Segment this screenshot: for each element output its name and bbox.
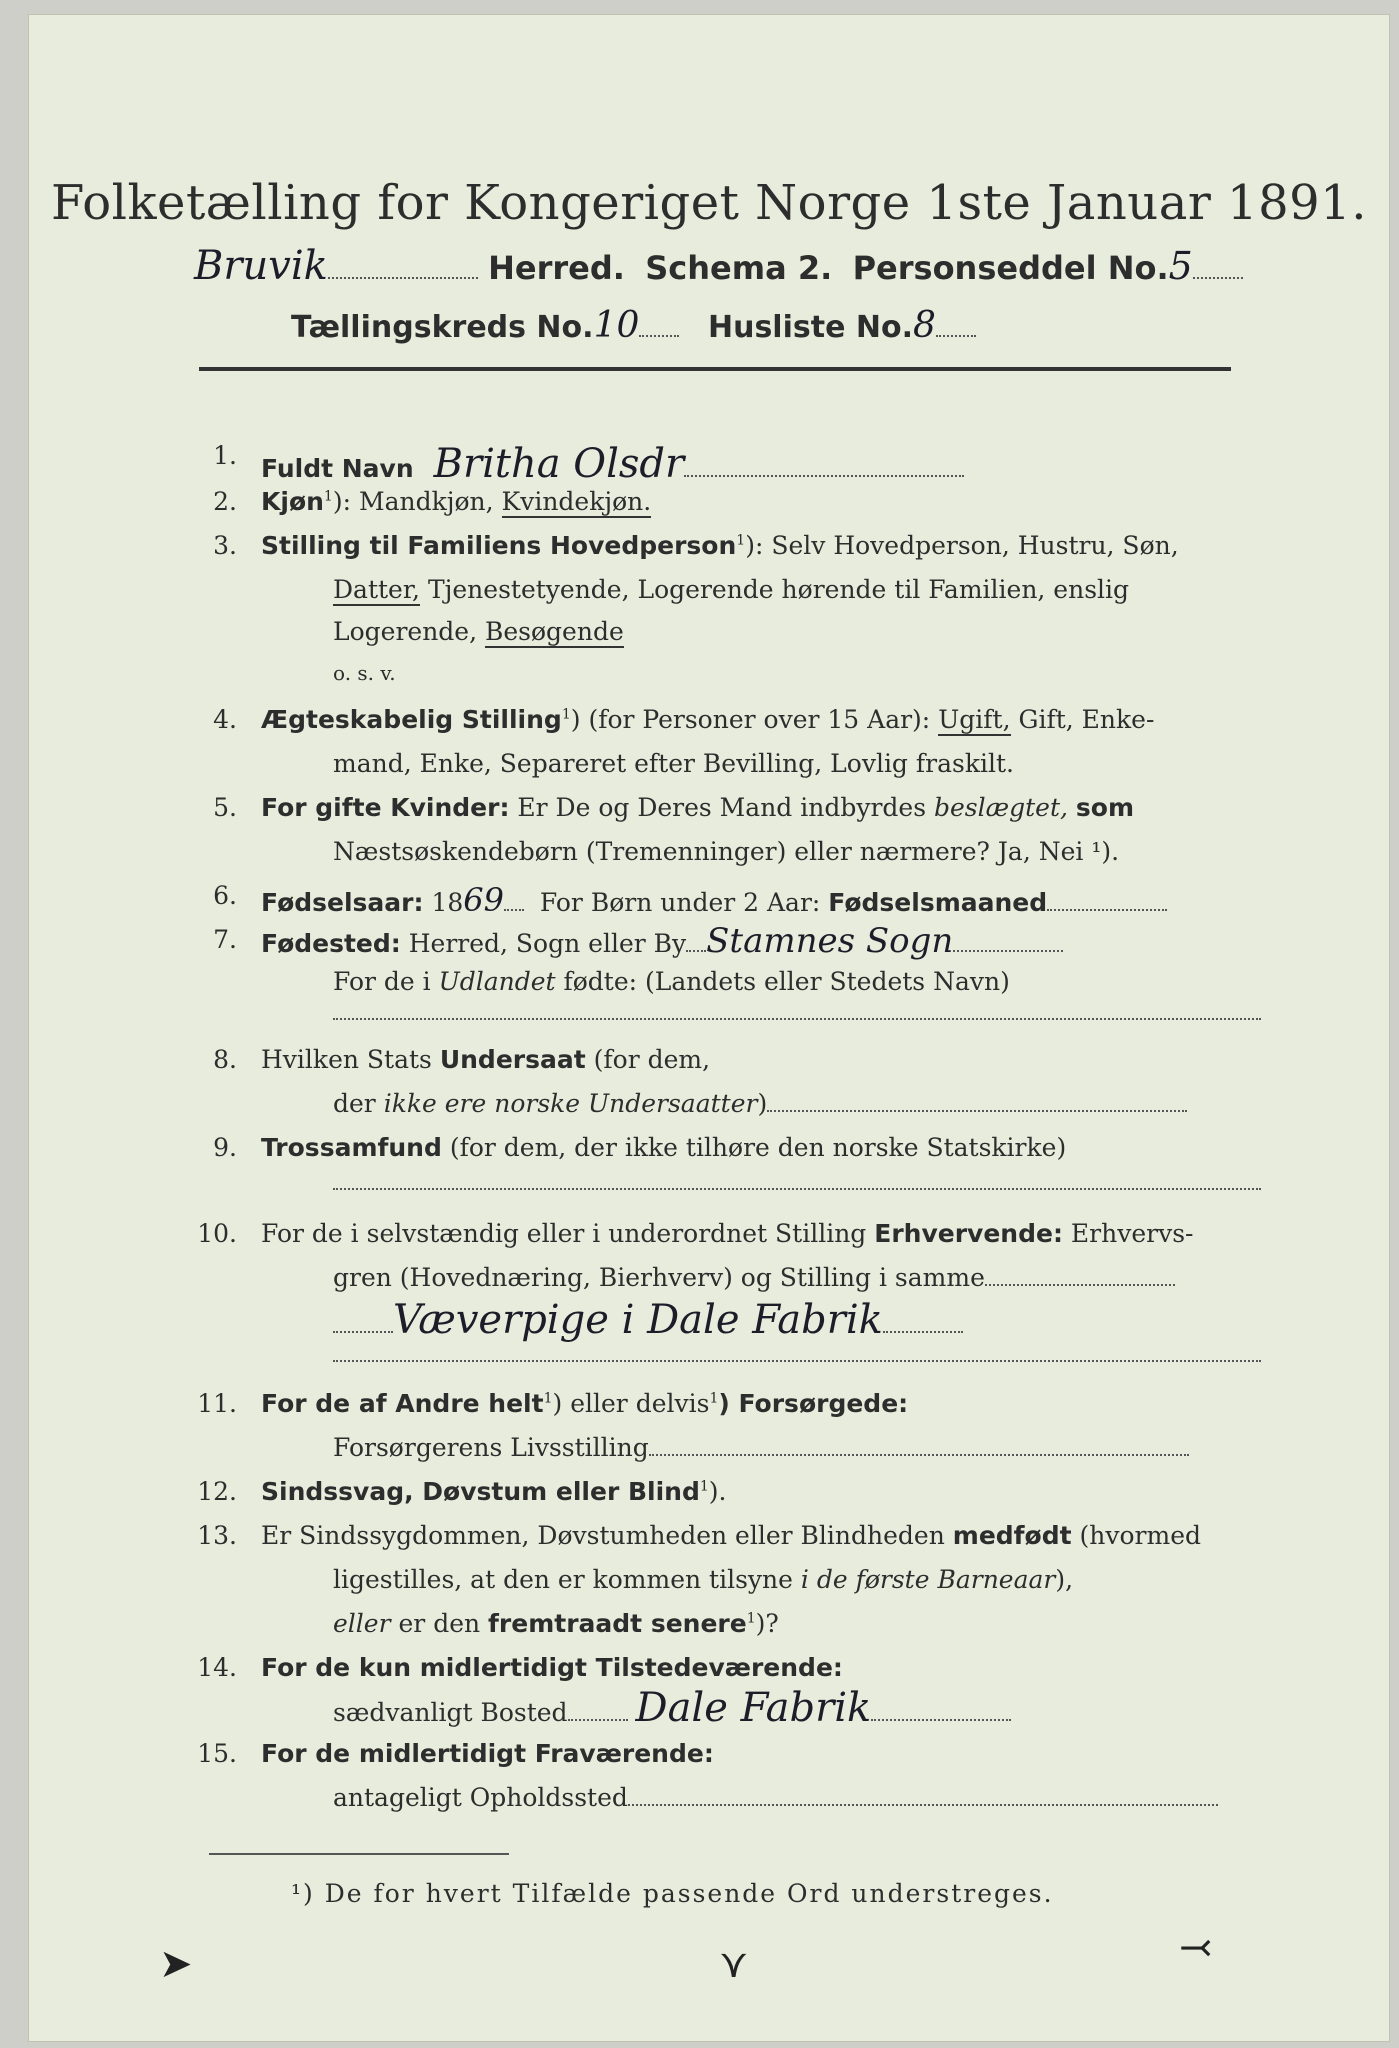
personseddel-label: Personseddel No.	[852, 249, 1169, 287]
husliste-label: Husliste No.	[707, 310, 913, 345]
later-label: fremtraadt senere	[488, 1609, 747, 1638]
item-13-line-2	[333, 1565, 1073, 1594]
item-14-line-2	[333, 1685, 1011, 1731]
citizen-text-c: der	[333, 1089, 376, 1118]
related-word: beslægtet,	[934, 793, 1068, 822]
disability-end: ).	[708, 1477, 727, 1506]
probable-location-label: antageligt Opholdssted	[333, 1783, 628, 1812]
item-number: 12.	[197, 1477, 237, 1506]
item-5-line-1	[261, 793, 1134, 822]
birth-year-value: 69	[463, 881, 504, 919]
temporary-present-label: For de kun midlertidigt Tilstedeværende:	[261, 1653, 843, 1682]
footnote-ref: 1	[323, 488, 333, 505]
corner-mark-center: ⋎	[719, 1941, 749, 1987]
occupation-text-b: Erhvervs-	[1070, 1219, 1194, 1248]
usual-residence-label: sædvanligt Bosted	[333, 1698, 568, 1727]
abroad-word: Udlandet	[438, 967, 556, 996]
family-position-selected: Datter,	[333, 575, 420, 604]
occupation-text-a: For de i selvstændig eller i underordnet Stilling	[261, 1219, 867, 1248]
item-10-line-2	[333, 1263, 1175, 1292]
congenital-italic-2: eller	[333, 1609, 391, 1638]
marital-selected: Ugift,	[938, 705, 1011, 734]
congenital-text-d: ),	[1055, 1565, 1074, 1594]
married-women-text: Er De og Deres Mand indbyrdes	[517, 793, 927, 822]
married-women-end: som	[1075, 793, 1135, 822]
birthplace-label: Fødested:	[261, 929, 401, 958]
item-2	[261, 487, 651, 516]
congenital-text-f: )?	[755, 1609, 779, 1638]
birth-month-label: Fødselsmaaned	[828, 888, 1048, 917]
footnote: ¹) De for hvert Tilfælde passende Ord understreges.	[291, 1879, 1054, 1908]
item-number: 3.	[213, 531, 237, 560]
item-15-line-1	[261, 1739, 714, 1768]
support-label: ) Forsørgede:	[718, 1389, 909, 1418]
supporter-occupation-label: Forsørgerens Livsstilling	[333, 1433, 649, 1462]
kreds-value: 10	[593, 305, 640, 346]
family-position-label: Stilling til Familiens Hovedperson	[261, 531, 737, 560]
married-women-label: For gifte Kvinder:	[261, 793, 510, 822]
religion-label: Trossamfund	[261, 1133, 442, 1162]
congenital-text-c: ligestilles, at den er kommen tilsyne	[333, 1565, 793, 1594]
item-1	[261, 441, 964, 487]
item-number: 1.	[213, 441, 237, 470]
item-14-line-1	[261, 1653, 843, 1682]
item-number: 13.	[197, 1521, 237, 1550]
religion-text: (for dem, der ikke tilhøre den norske Statskirke)	[449, 1133, 1067, 1162]
item-number: 4.	[213, 705, 237, 734]
herred-value: Bruvik	[194, 243, 328, 289]
disability-label: Sindssvag, Døvstum eller Blind	[261, 1477, 700, 1506]
item-5-line-2: Næstsøskendebørn (Tremenninger) eller nærmere? Ja, Nei ¹).	[333, 837, 1120, 866]
item-3-osv: o. s. v.	[333, 661, 396, 685]
support-text-a: For de af Andre helt	[261, 1389, 544, 1418]
occupation-value: Væverpige i Dale Fabrik	[393, 1297, 883, 1343]
occupation-label: Erhvervende:	[874, 1219, 1063, 1248]
congenital-italic: i de første Barneaar	[800, 1565, 1056, 1594]
schema-label: Schema 2.	[645, 249, 833, 287]
sex-label: Kjøn	[261, 487, 324, 516]
form-title: Folketælling for Kongeriget Norge 1ste Januar 1891.	[51, 175, 1367, 231]
kreds-line	[291, 305, 976, 346]
item-8-line-2: der ikke ere norske Undersaatter)	[333, 1089, 1187, 1118]
occupation-line	[333, 1359, 1261, 1362]
corner-mark-right: ⤙	[1179, 1925, 1213, 1971]
herred-label: Herred.	[488, 249, 625, 287]
abroad-text-b: fødte: (Landets eller Stedets Navn)	[563, 967, 1010, 996]
item-10-line-3	[333, 1297, 963, 1343]
item-4-line-1: Ægteskabelig Stilling$^1$) (for Personer over 15 Aar): Ugift, Gift, Enke-	[261, 705, 1155, 734]
item-9	[261, 1133, 1066, 1162]
item-number: 9.	[213, 1133, 237, 1162]
congenital-label: medfødt	[952, 1521, 1072, 1550]
item-7-line-1	[261, 921, 1063, 961]
abroad-line	[333, 1017, 1261, 1020]
item-11-line-1: For de af Andre helt$^1$) eller delvis$^1$) Forsørgede:	[261, 1389, 909, 1418]
family-position-options: ): Selv Hovedperson, Hustru, Søn,	[745, 531, 1179, 560]
footnote-rule	[209, 1853, 509, 1855]
personseddel-value: 5	[1168, 244, 1193, 288]
citizen-text-b: (for dem,	[593, 1045, 711, 1074]
congenital-text-e: er den	[398, 1609, 481, 1638]
item-number: 8.	[213, 1045, 237, 1074]
corner-mark-left: ➤	[159, 1941, 193, 1987]
family-position-options-2: Tjenestetyende, Logerende hørende til Familien, enslig	[427, 575, 1130, 604]
family-position-options-3: Logerende,	[333, 617, 478, 646]
item-3-line-2	[333, 575, 1129, 604]
birthplace-text: Herred, Sogn eller By	[408, 929, 687, 958]
item-number: 15.	[197, 1739, 237, 1768]
citizen-italic: ikke ere norske Undersaatter	[383, 1089, 758, 1118]
item-15-line-2	[333, 1783, 1218, 1812]
item-3-line-3	[333, 617, 624, 646]
sex-selected: Kvindekjøn.	[501, 487, 652, 516]
herred-line	[194, 243, 1243, 289]
birth-month-text: For Børn under 2 Aar:	[539, 888, 821, 917]
occupation-text-c: gren (Hovednæring, Bierhverv) og Stilling i samme	[333, 1263, 985, 1292]
item-3-line-1: Stilling til Familiens Hovedperson$^1$): Selv Hovedperson, Hustru, Søn,	[261, 531, 1179, 560]
item-number: 6.	[213, 881, 237, 910]
item-13-line-3: eller er den fremtraadt senere$^1$)?	[333, 1609, 779, 1638]
item-number: 14.	[197, 1653, 237, 1682]
full-name-label: Fuldt Navn	[261, 454, 414, 483]
item-number: 7.	[213, 925, 237, 954]
item-7-line-2	[333, 967, 1010, 996]
citizen-text-a: Hvilken Stats	[261, 1045, 432, 1074]
congenital-text-b: (hvormed	[1079, 1521, 1202, 1550]
citizen-label: Undersaat	[439, 1045, 586, 1074]
usual-residence-value: Dale Fabrik	[635, 1685, 872, 1731]
religion-line	[333, 1187, 1261, 1190]
item-13-line-1	[261, 1521, 1201, 1550]
item-8-line-1	[261, 1045, 710, 1074]
item-12: Sindssvag, Døvstum eller Blind$^1$).	[261, 1477, 727, 1506]
marital-options: Gift, Enke-	[1018, 705, 1155, 734]
item-4-line-2: mand, Enke, Separeret efter Bevilling, Lovlig fraskilt.	[333, 749, 1014, 778]
header-rule	[199, 367, 1231, 371]
sex-options: ): Mandkjøn,	[332, 487, 494, 516]
support-text-b: ) eller delvis	[552, 1389, 710, 1418]
item-number: 5.	[213, 793, 237, 822]
item-number: 11.	[197, 1389, 237, 1418]
item-6	[261, 881, 1167, 919]
full-name-value: Britha Olsdr	[433, 441, 685, 487]
item-11-line-2	[333, 1433, 1189, 1462]
temporary-absent-label: For de midlertidigt Fraværende:	[261, 1739, 714, 1768]
birthplace-value: Stamnes Sogn	[706, 921, 954, 961]
congenital-text-a: Er Sindssygdommen, Døvstumheden eller Blindheden	[261, 1521, 945, 1550]
kreds-label: Tællingskreds No.	[291, 310, 594, 345]
family-position-selected-2: Besøgende	[485, 617, 624, 646]
item-10-line-1	[261, 1219, 1193, 1248]
birth-year-label: Fødselsaar:	[261, 888, 424, 917]
husliste-value: 8	[912, 305, 936, 346]
item-number: 2.	[213, 487, 237, 516]
marital-label: Ægteskabelig Stilling	[261, 705, 562, 734]
abroad-text-a: For de i	[333, 967, 431, 996]
census-form	[28, 14, 1390, 2042]
item-number: 10.	[197, 1219, 237, 1248]
birth-year-prefix: 18	[431, 888, 464, 917]
marital-text: ) (for Personer over 15 Aar):	[570, 705, 931, 734]
